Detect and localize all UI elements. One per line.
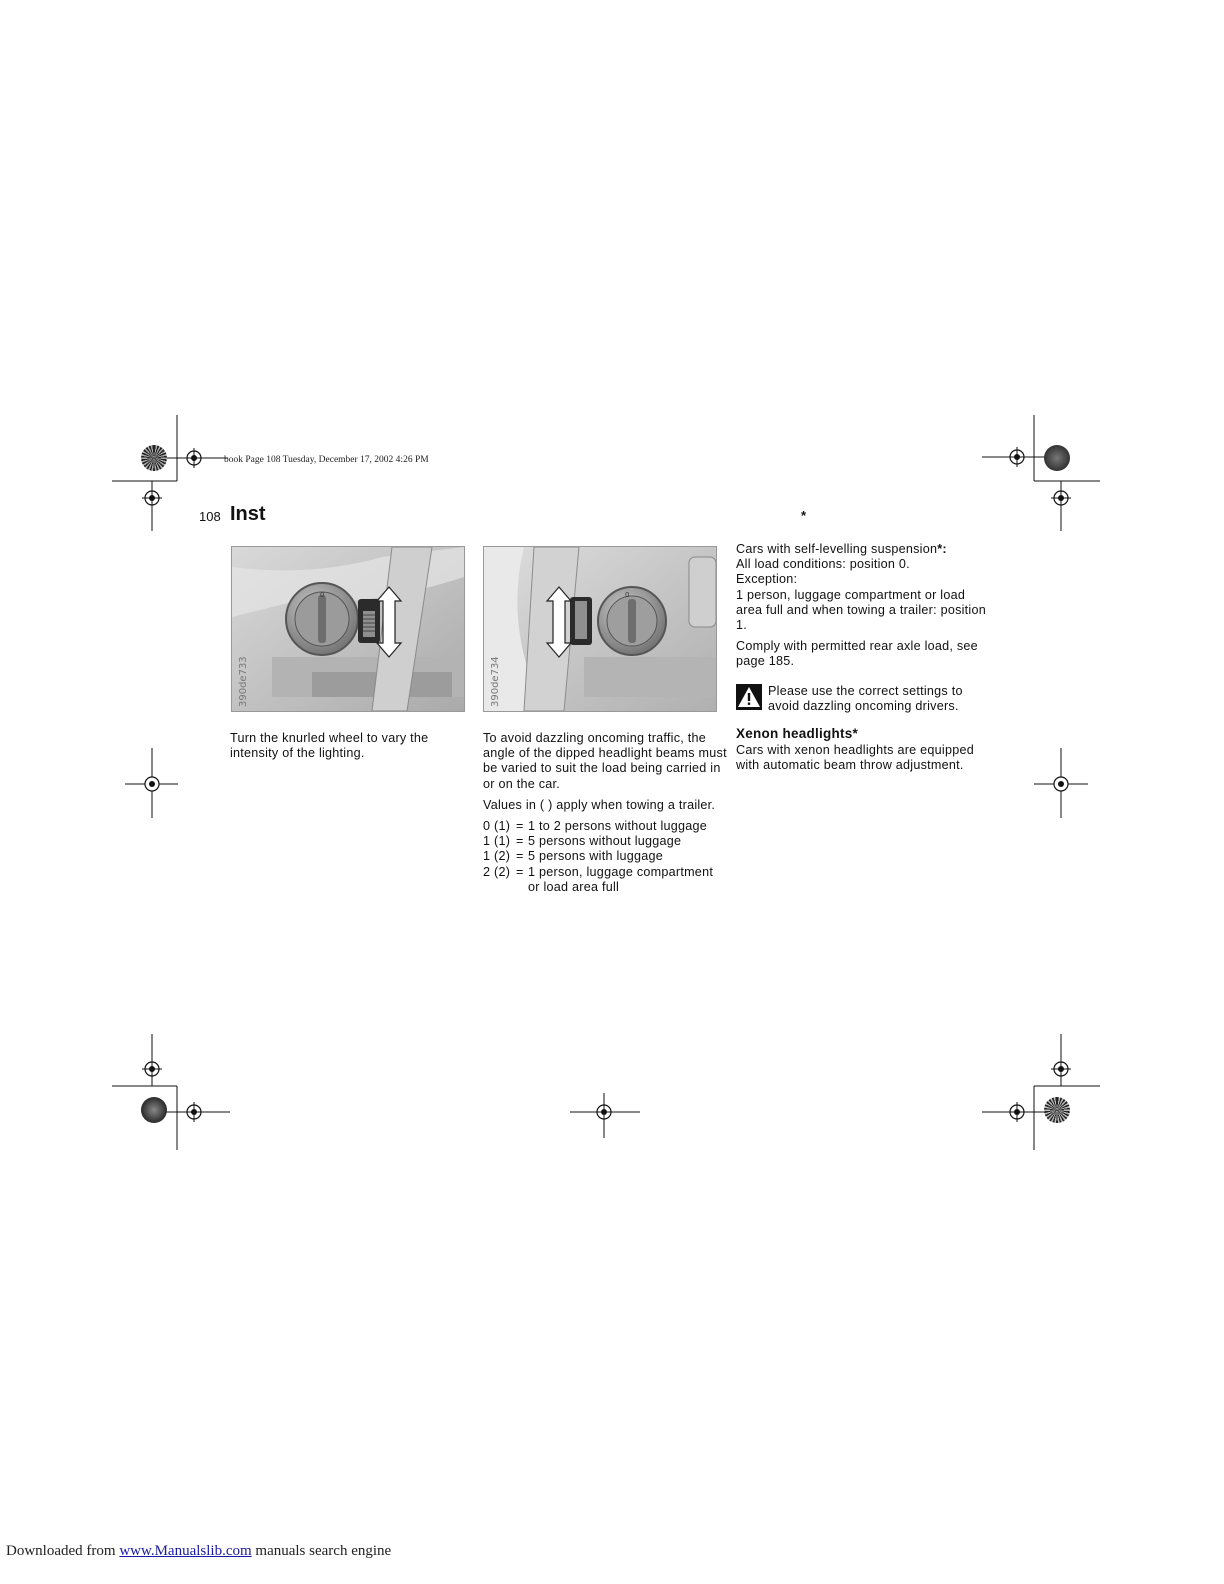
page-title: Inst	[230, 503, 266, 525]
value-eq: =	[516, 819, 524, 834]
headlight-range-intro: To avoid dazzling oncoming traffic, the angle of the dipped headlight beams must be varied to suit the load being carried in or on the car.	[483, 731, 727, 791]
page-number: 108	[199, 509, 221, 524]
dimmer-instruction: Turn the knurled wheel to vary the intensity of the lighting.	[230, 731, 429, 761]
values-note: Values in ( ) apply when towing a trailer.	[483, 797, 716, 812]
color-rosette-icon	[1044, 1097, 1070, 1123]
footer-suffix: manuals search engine	[251, 1543, 392, 1559]
figure-code-right: 390de734	[490, 656, 501, 707]
value-desc: 1 to 2 persons without luggage	[528, 819, 708, 834]
heading-star: *	[801, 508, 807, 523]
exception-text: 1 person, luggage compartment or load area full and when towing a trailer: position 1.	[736, 587, 986, 633]
value-code: 2 (2)	[483, 864, 511, 879]
value-eq: =	[516, 864, 524, 879]
color-rosette-icon	[1044, 445, 1070, 471]
value-eq: =	[516, 849, 524, 864]
color-rosette-icon	[141, 1097, 167, 1123]
print-slug: book Page 108 Tuesday, December 17, 2002 4:26 PM	[224, 455, 429, 465]
xenon-heading: Xenon headlights*	[736, 726, 859, 742]
value-code: 0 (1)	[483, 819, 511, 834]
self-levelling-label: Cars with self-levelling suspension	[736, 542, 938, 556]
comply-text: Comply with permitted rear axle load, see page 185.	[736, 639, 978, 669]
value-desc: 5 persons without luggage	[528, 834, 682, 849]
value-desc: 5 persons with luggage	[528, 849, 664, 864]
exception-label: Exception:	[736, 572, 798, 587]
warning-text: Please use the correct settings to avoid dazzling oncoming drivers.	[768, 683, 963, 713]
all-load-text: All load conditions: position 0.	[736, 557, 910, 572]
value-desc: 1 person, luggage compartment or load area full	[528, 864, 714, 894]
download-footer	[6, 1543, 391, 1560]
value-code: 1 (2)	[483, 849, 511, 864]
svg-text:0: 0	[320, 591, 325, 599]
xenon-text: Cars with xenon headlights are equipped with automatic beam throw adjustment.	[736, 743, 974, 773]
color-rosette-icon	[141, 445, 167, 471]
manualslib-link[interactable]: www.Manualslib.com	[119, 1543, 252, 1559]
self-levelling-star: *:	[937, 542, 947, 556]
footer-prefix: Downloaded from	[6, 1543, 120, 1559]
value-code: 1 (1)	[483, 834, 511, 849]
value-eq: =	[516, 834, 524, 849]
svg-text:0: 0	[625, 591, 630, 599]
figure-code-left: 390de733	[238, 656, 249, 707]
